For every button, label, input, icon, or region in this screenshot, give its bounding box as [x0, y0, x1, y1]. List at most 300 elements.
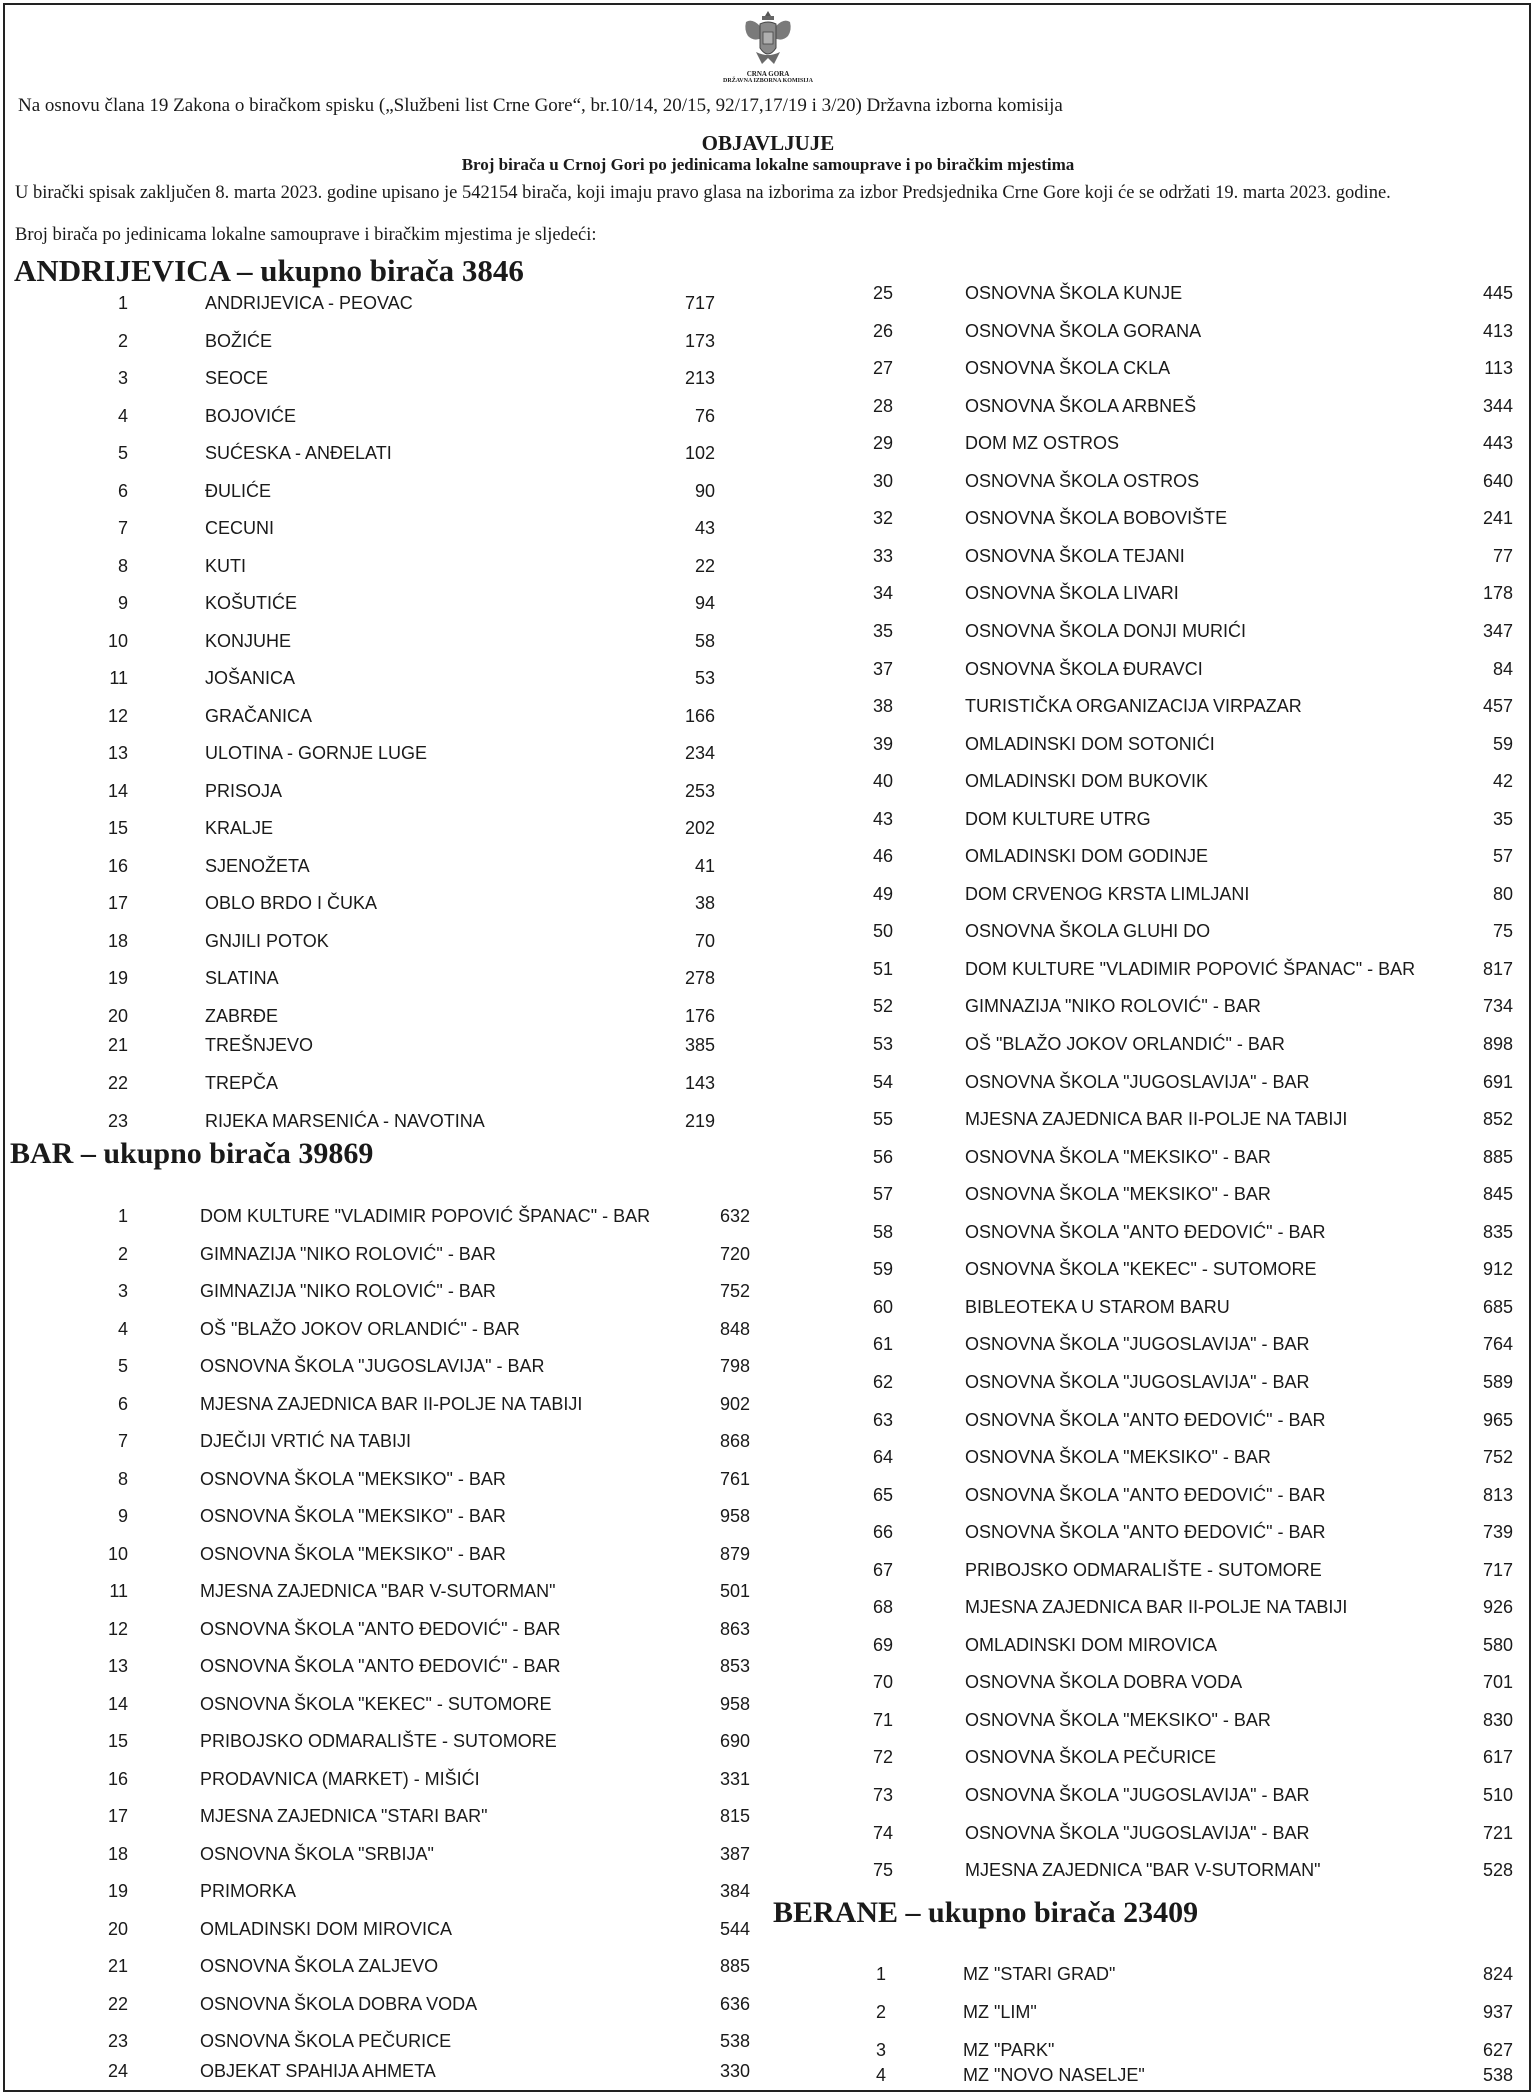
table-row	[0, 1821, 1536, 1845]
voter-count: 761	[719, 1468, 750, 1489]
table-row	[0, 1032, 1536, 1056]
row-number: 7	[117, 1431, 128, 1451]
voter-count: 538	[1482, 2065, 1513, 2085]
voter-count: 178	[1482, 583, 1513, 604]
polling-station-name: OMLADINSKI DOM SOTONIĆI	[965, 733, 1215, 754]
row-number: 24	[107, 2061, 128, 2081]
row-number: 70	[872, 1672, 893, 1693]
polling-station-name: OSNOVNA ŠKOLA DOBRA VODA	[965, 1672, 1243, 1693]
voter-count: 84	[1492, 658, 1513, 679]
voter-count: 331	[719, 1768, 750, 1789]
polling-station-name: OSNOVNA ŠKOLA "MEKSIKO" - BAR	[200, 1543, 506, 1564]
row-number: 57	[872, 1184, 893, 1205]
table-row	[0, 2000, 1536, 2024]
polling-station-name: BOŽIĆE	[205, 330, 273, 351]
row-number: 27	[872, 358, 893, 379]
table-row	[0, 469, 1536, 493]
polling-station-name: MJESNA ZAJEDNICA BAR II-POLJE NA TABIJI	[200, 1393, 583, 1414]
table-row	[0, 281, 1536, 305]
voter-count: 213	[684, 368, 715, 388]
table-row	[0, 1145, 1536, 1169]
polling-station-name: GIMNAZIJA "NIKO ROLOVIĆ" - BAR	[965, 996, 1261, 1017]
row-number: 68	[872, 1597, 893, 1618]
row-number: 54	[872, 1071, 893, 1092]
table-row	[0, 844, 1536, 868]
row-number: 9	[117, 593, 128, 613]
table-row	[0, 1858, 1536, 1882]
polling-station-name: KRALJE	[205, 818, 274, 838]
table-row	[0, 356, 1536, 380]
row-number: 3	[117, 368, 128, 388]
polling-station-name: DOM KULTURE "VLADIMIR POPOVIĆ ŠPANAC" - BAR	[965, 958, 1416, 979]
row-number: 16	[107, 855, 128, 876]
voter-count: 384	[719, 1881, 750, 1901]
row-number: 17	[107, 1806, 128, 1826]
row-number: 2	[117, 330, 128, 351]
polling-station-name: OSNOVNA ŠKOLA "KEKEC" - SUTOMORE	[200, 1693, 552, 1714]
row-number: 35	[872, 620, 893, 641]
row-number: 37	[872, 658, 893, 679]
row-number: 1	[117, 293, 128, 313]
voter-count: 347	[1482, 620, 1513, 641]
polling-station-name: TREŠNJEVO	[205, 1035, 314, 1055]
voter-count: 278	[684, 968, 715, 988]
voter-count: 219	[684, 1111, 715, 1131]
row-number: 58	[872, 1221, 893, 1242]
row-number: 11	[109, 1581, 128, 1601]
voter-count: 166	[684, 705, 715, 726]
voter-count: 70	[694, 930, 715, 951]
voter-count: 691	[1482, 1071, 1513, 1092]
voter-count: 75	[1492, 921, 1513, 942]
polling-station-name: OSNOVNA ŠKOLA LIVARI	[965, 583, 1179, 604]
row-number: 20	[107, 1005, 128, 1026]
voter-count: 717	[1482, 1559, 1513, 1580]
polling-station-name: KOŠUTIĆE	[205, 593, 298, 613]
voter-count: 632	[719, 1206, 750, 1226]
polling-station-name: OSNOVNA ŠKOLA ZALJEVO	[200, 1956, 439, 1976]
polling-station-name: RIJEKA MARSENIĆA - NAVOTINA	[205, 1111, 485, 1131]
polling-station-name: DOM MZ OSTROS	[965, 433, 1119, 454]
row-number: 21	[107, 1956, 128, 1976]
table-row	[0, 1783, 1536, 1807]
polling-station-name: OSNOVNA ŠKOLA CKLA	[965, 358, 1171, 379]
table-row	[0, 1483, 1536, 1507]
voter-count: 898	[1482, 1034, 1513, 1054]
row-number: 59	[872, 1259, 893, 1280]
table-row	[0, 581, 1536, 605]
voter-count: 835	[1482, 1221, 1513, 1242]
page-title: OBJAVLJUJE	[701, 131, 835, 155]
voter-count: 926	[1482, 1597, 1513, 1618]
row-number: 49	[872, 883, 893, 904]
polling-station-name: OSNOVNA ŠKOLA "KEKEC" - SUTOMORE	[965, 1259, 1317, 1280]
polling-station-name: OSNOVNA ŠKOLA "JUGOSLAVIJA" - BAR	[965, 1334, 1310, 1355]
polling-station-name: OSNOVNA ŠKOLA "ANTO ĐEDOVIĆ" - BAR	[200, 1618, 561, 1639]
voter-count: 234	[684, 743, 715, 763]
polling-station-name: OSNOVNA ŠKOLA "JUGOSLAVIJA" - BAR	[965, 1371, 1310, 1392]
voter-count: 102	[684, 443, 715, 463]
table-row	[0, 2063, 1536, 2087]
table-row	[0, 1370, 1536, 1394]
polling-station-name: OSNOVNA ŠKOLA "MEKSIKO" - BAR	[200, 1468, 506, 1489]
voter-count: 937	[1482, 2002, 1513, 2022]
polling-station-name: PRISOJA	[205, 780, 283, 801]
row-number: 15	[107, 1731, 128, 1751]
row-number: 73	[872, 1785, 893, 1805]
voter-count: 22	[694, 555, 715, 576]
polling-station-name: ZABRĐE	[205, 1005, 279, 1026]
row-number: 21	[107, 1035, 128, 1055]
polling-station-name: OSNOVNA ŠKOLA "SRBIJA"	[200, 1843, 434, 1864]
row-number: 51	[872, 958, 893, 979]
row-number: 23	[107, 2031, 128, 2051]
voter-count: 202	[684, 818, 715, 838]
polling-station-name: OSNOVNA ŠKOLA GLUHI DO	[965, 921, 1211, 942]
polling-station-name: OSNOVNA ŠKOLA "MEKSIKO" - BAR	[965, 1447, 1271, 1468]
polling-station-name: GNJILI POTOK	[205, 930, 329, 951]
intro-paragraph: U birački spisak zaključen 8. marta 2023. godine upisano je 542154 birača, koji imaju pravo glasa na izborima za izbor Predsjednika Crne Gore koji će se održati 19. marta 2023. godine.	[15, 183, 1391, 203]
voter-count: 885	[719, 1956, 750, 1976]
row-number: 23	[107, 1111, 128, 1131]
voter-count: 690	[719, 1731, 750, 1751]
row-number: 4	[875, 2065, 886, 2085]
polling-station-name: MZ "LIM"	[963, 2002, 1037, 2022]
voter-count: 752	[1482, 1447, 1513, 1468]
voter-count: 617	[1482, 1747, 1513, 1768]
voter-count: 640	[1482, 470, 1513, 491]
polling-station-name: GIMNAZIJA "NIKO ROLOVIĆ" - BAR	[200, 1281, 496, 1301]
voter-count: 752	[719, 1281, 750, 1301]
table-row	[0, 619, 1536, 643]
row-number: 26	[872, 320, 893, 341]
row-number: 28	[872, 395, 893, 416]
table-row	[0, 319, 1536, 343]
emblem	[723, 8, 813, 92]
polling-station-name: GIMNAZIJA "NIKO ROLOVIĆ" - BAR	[200, 1243, 496, 1264]
table-row	[0, 957, 1536, 981]
row-number: 64	[872, 1447, 893, 1468]
polling-station-name: SJENOŽETA	[205, 855, 310, 876]
voter-count: 739	[1482, 1522, 1513, 1543]
table-row	[0, 1445, 1536, 1469]
voter-count: 958	[719, 1693, 750, 1714]
row-number: 11	[109, 668, 128, 688]
voter-count: 387	[719, 1843, 750, 1864]
voter-count: 42	[1492, 771, 1513, 792]
row-number: 17	[107, 893, 128, 913]
voter-count: 815	[719, 1806, 750, 1826]
voter-count: 59	[1492, 733, 1513, 754]
polling-station-name: SEOCE	[205, 368, 269, 388]
polling-station-name: CECUNI	[205, 518, 275, 538]
voter-count: 813	[1482, 1484, 1513, 1505]
voter-count: 457	[1482, 696, 1513, 717]
row-number: 46	[872, 846, 893, 867]
row-number: 18	[107, 930, 128, 951]
voter-count: 824	[1482, 1964, 1513, 1984]
voter-count: 528	[1482, 1860, 1513, 1881]
row-number: 29	[872, 433, 893, 454]
row-number: 1	[117, 1206, 128, 1226]
polling-station-name: MJESNA ZAJEDNICA "BAR V-SUTORMAN"	[965, 1860, 1321, 1881]
polling-station-name: OSNOVNA ŠKOLA ARBNEŠ	[965, 395, 1197, 416]
voter-count: 764	[1482, 1334, 1513, 1355]
voter-count: 580	[1482, 1634, 1513, 1655]
row-number: 6	[117, 480, 128, 501]
voter-count: 176	[684, 1005, 715, 1026]
polling-station-name: OSNOVNA ŠKOLA "ANTO ĐEDOVIĆ" - BAR	[965, 1522, 1326, 1543]
polling-station-name: OSNOVNA ŠKOLA "ANTO ĐEDOVIĆ" - BAR	[965, 1409, 1326, 1430]
heading-bar: BAR – ukupno birača 39869	[10, 1137, 374, 1170]
row-number: 65	[872, 1484, 893, 1505]
row-number: 15	[107, 818, 128, 838]
row-number: 33	[872, 545, 893, 566]
polling-station-name: TURISTIČKA ORGANIZACIJA VIRPAZAR	[965, 696, 1302, 717]
voter-count: 41	[694, 855, 715, 876]
table-row	[0, 1879, 1536, 1903]
row-number: 4	[117, 1318, 128, 1339]
row-number: 39	[872, 733, 893, 754]
polling-station-name: TREPČA	[205, 1073, 279, 1093]
row-number: 2	[117, 1243, 128, 1264]
row-number: 22	[107, 1073, 128, 1093]
polling-station-name: PRIBOJSKO ODMARALIŠTE - SUTOMORE	[200, 1731, 557, 1751]
table-row	[0, 1558, 1536, 1582]
row-number: 63	[872, 1409, 893, 1430]
polling-station-name: OSNOVNA ŠKOLA OSTROS	[965, 470, 1200, 491]
voter-count: 685	[1482, 1296, 1513, 1317]
polling-station-name: OMLADINSKI DOM MIROVICA	[965, 1634, 1218, 1655]
row-number: 38	[872, 696, 893, 717]
table-row	[0, 1962, 1536, 1986]
voter-count: 852	[1482, 1109, 1513, 1130]
polling-station-name: OSNOVNA ŠKOLA "MEKSIKO" - BAR	[965, 1146, 1271, 1167]
polling-station-name: DOM KULTURE "VLADIMIR POPOVIĆ ŠPANAC" - BAR	[200, 1206, 651, 1226]
intro-paragraph-2: Broj birača po jedinicama lokalne samouprave i biračkim mjestima je sljedeći:	[15, 225, 597, 245]
voter-count: 80	[1492, 883, 1513, 904]
voter-count: 94	[694, 593, 715, 613]
polling-station-name: KONJUHE	[205, 630, 292, 651]
row-number: 55	[872, 1109, 893, 1130]
row-number: 8	[117, 555, 128, 576]
voter-count: 38	[694, 893, 715, 913]
table-row	[0, 807, 1536, 831]
polling-station-name: OSNOVNA ŠKOLA "ANTO ĐEDOVIĆ" - BAR	[200, 1656, 561, 1676]
table-row	[0, 882, 1536, 906]
heading-berane: BERANE – ukupno birača 23409	[773, 1896, 1199, 1929]
polling-station-name: OSNOVNA ŠKOLA "JUGOSLAVIJA" - BAR	[965, 1822, 1310, 1843]
table-row	[0, 1070, 1536, 1094]
row-number: 53	[872, 1034, 893, 1054]
table-row	[0, 1408, 1536, 1432]
voter-count: 627	[1482, 2040, 1513, 2060]
polling-station-name: OBLO BRDO I ČUKA	[205, 893, 378, 913]
row-number: 25	[872, 283, 893, 303]
voter-count: 330	[719, 2061, 750, 2081]
row-number: 40	[872, 771, 893, 792]
row-number: 12	[107, 705, 128, 726]
coat-of-arms-icon	[742, 8, 794, 70]
row-number: 52	[872, 996, 893, 1017]
row-number: 19	[107, 1881, 128, 1901]
row-number: 3	[117, 1281, 128, 1301]
row-number: 32	[872, 508, 893, 529]
row-number: 75	[872, 1860, 893, 1881]
voter-count: 344	[1482, 395, 1513, 416]
voter-count: 443	[1482, 433, 1513, 454]
row-number: 14	[107, 1693, 128, 1714]
polling-station-name: OSNOVNA ŠKOLA TEJANI	[965, 545, 1185, 566]
table-row	[0, 732, 1536, 756]
voter-count: 35	[1492, 808, 1513, 829]
row-number: 10	[107, 630, 128, 651]
row-number: 12	[107, 1618, 128, 1639]
polling-station-name: BOJOVIĆE	[205, 405, 297, 426]
voter-count: 902	[719, 1393, 750, 1414]
polling-station-name: DOM CRVENOG KRSTA LIMLJANI	[965, 883, 1250, 904]
polling-station-name: OBJEKAT SPAHIJA AHMETA	[200, 2061, 436, 2081]
polling-station-name: ANDRIJEVICA - PEOVAC	[205, 293, 413, 313]
polling-station-name: ULOTINA - GORNJE LUGE	[205, 743, 428, 763]
voter-count: 241	[1482, 508, 1513, 529]
voter-count: 538	[719, 2031, 750, 2051]
row-number: 16	[107, 1768, 128, 1789]
table-row	[0, 919, 1536, 943]
polling-station-name: OSNOVNA ŠKOLA "JUGOSLAVIJA" - BAR	[200, 1356, 545, 1376]
table-row	[0, 1220, 1536, 1244]
table-row	[0, 394, 1536, 418]
voter-count: 830	[1482, 1709, 1513, 1730]
voter-count: 863	[719, 1618, 750, 1639]
row-number: 9	[117, 1506, 128, 1526]
table-row	[0, 544, 1536, 568]
voter-count: 868	[719, 1431, 750, 1451]
voter-count: 43	[694, 518, 715, 538]
polling-station-name: GRAČANICA	[205, 705, 313, 726]
row-number: 1	[875, 1964, 886, 1984]
table-row	[0, 1295, 1536, 1319]
voter-count: 853	[719, 1656, 750, 1676]
voter-count: 113	[1484, 358, 1513, 379]
polling-station-name: OSNOVNA ŠKOLA "ANTO ĐEDOVIĆ" - BAR	[965, 1484, 1326, 1505]
polling-station-name: OMLADINSKI DOM MIROVICA	[200, 1918, 453, 1939]
row-number: 50	[872, 921, 893, 942]
table-row	[0, 1257, 1536, 1281]
polling-station-name: MJESNA ZAJEDNICA "STARI BAR"	[200, 1806, 488, 1826]
row-number: 13	[107, 1656, 128, 1676]
table-row	[0, 994, 1536, 1018]
table-row	[0, 1708, 1536, 1732]
row-number: 4	[117, 405, 128, 426]
voter-count: 589	[1482, 1371, 1513, 1392]
heading-andrijevica: ANDRIJEVICA – ukupno birača 3846	[14, 253, 524, 288]
row-number: 13	[107, 743, 128, 763]
voter-count: 57	[1492, 846, 1513, 867]
voter-count: 173	[684, 330, 715, 351]
voter-count: 845	[1482, 1184, 1513, 1205]
row-number: 7	[117, 518, 128, 538]
voter-count: 701	[1482, 1672, 1513, 1693]
row-number: 8	[117, 1468, 128, 1489]
voter-count: 817	[1482, 958, 1513, 979]
polling-station-name: OSNOVNA ŠKOLA PEČURICE	[200, 2031, 452, 2051]
polling-station-name: PRODAVNICA (MARKET) - MIŠIĆI	[200, 1768, 480, 1789]
voter-count: 734	[1482, 996, 1513, 1017]
voter-count: 445	[1482, 283, 1513, 303]
voter-count: 720	[719, 1243, 750, 1264]
polling-station-name: OSNOVNA ŠKOLA ĐURAVCI	[965, 658, 1203, 679]
voter-count: 717	[684, 293, 715, 313]
row-number: 5	[117, 1356, 128, 1376]
voter-count: 253	[684, 780, 715, 801]
polling-station-name: OSNOVNA ŠKOLA "JUGOSLAVIJA" - BAR	[965, 1071, 1310, 1092]
polling-station-name: OŠ "BLAŽO JOKOV ORLANDIĆ" - BAR	[965, 1034, 1285, 1054]
voter-count: 510	[1482, 1785, 1513, 1805]
row-number: 19	[107, 968, 128, 988]
row-number: 67	[872, 1559, 893, 1580]
table-row	[0, 1670, 1536, 1694]
voter-count: 879	[719, 1543, 750, 1564]
table-row	[0, 1917, 1536, 1941]
row-number: 74	[872, 1822, 893, 1843]
row-number: 61	[872, 1334, 893, 1355]
polling-station-name: OSNOVNA ŠKOLA "MEKSIKO" - BAR	[965, 1184, 1271, 1205]
row-number: 56	[872, 1146, 893, 1167]
polling-station-name: DJEČIJI VRTIĆ NA TABIJI	[200, 1431, 412, 1451]
polling-station-name: MZ "NOVO NASELJE"	[963, 2065, 1145, 2085]
row-number: 10	[107, 1543, 128, 1564]
row-number: 34	[872, 583, 893, 604]
polling-station-name: OSNOVNA ŠKOLA GORANA	[965, 320, 1202, 341]
row-number: 2	[875, 2002, 886, 2022]
row-number: 18	[107, 1843, 128, 1864]
polling-station-name: OSNOVNA ŠKOLA "MEKSIKO" - BAR	[965, 1709, 1271, 1730]
table-row	[0, 694, 1536, 718]
polling-station-name: OSNOVNA ŠKOLA DONJI MURIĆI	[965, 620, 1247, 641]
polling-station-name: SUĆESKA - ANĐELATI	[205, 443, 392, 463]
row-number: 14	[107, 780, 128, 801]
voter-count: 912	[1482, 1259, 1513, 1280]
table-row	[0, 1520, 1536, 1544]
voter-count: 544	[719, 1918, 750, 1939]
polling-station-name: OSNOVNA ŠKOLA "ANTO ĐEDOVIĆ" - BAR	[965, 1221, 1326, 1242]
voter-count: 76	[694, 405, 715, 426]
table-row	[0, 1745, 1536, 1769]
row-number: 69	[872, 1634, 893, 1655]
polling-station-name: OSNOVNA ŠKOLA "MEKSIKO" - BAR	[200, 1506, 506, 1526]
table-row	[0, 506, 1536, 530]
voter-count: 848	[719, 1318, 750, 1339]
voter-count: 385	[684, 1035, 715, 1055]
voter-count: 636	[719, 1993, 750, 2014]
polling-station-name: PRIMORKA	[200, 1881, 297, 1901]
emblem-commission: DRŽAVNA IZBORNA KOMISIJA	[723, 78, 813, 84]
voter-count: 143	[684, 1073, 715, 1093]
polling-station-name: BIBLEOTEKA U STAROM BARU	[965, 1296, 1230, 1317]
intro-text: Na osnovu člana 19 Zakona o biračkom spisku („Službeni list Crne Gore“, br.10/14, 20/15, 92/17,17/19 i 3/20) Državna izborna komisija	[18, 95, 1063, 116]
polling-station-name: OMLADINSKI DOM GODINJE	[965, 846, 1209, 867]
polling-station-name: OŠ "BLAŽO JOKOV ORLANDIĆ" - BAR	[200, 1318, 520, 1339]
polling-station-name: ĐULIĆE	[205, 480, 272, 501]
row-number: 20	[107, 1918, 128, 1939]
table-row	[0, 657, 1536, 681]
polling-station-name: SLATINA	[205, 968, 279, 988]
row-number: 62	[872, 1371, 893, 1392]
voter-count: 53	[694, 668, 715, 688]
row-number: 66	[872, 1522, 893, 1543]
polling-station-name: OSNOVNA ŠKOLA DOBRA VODA	[200, 1993, 478, 2014]
